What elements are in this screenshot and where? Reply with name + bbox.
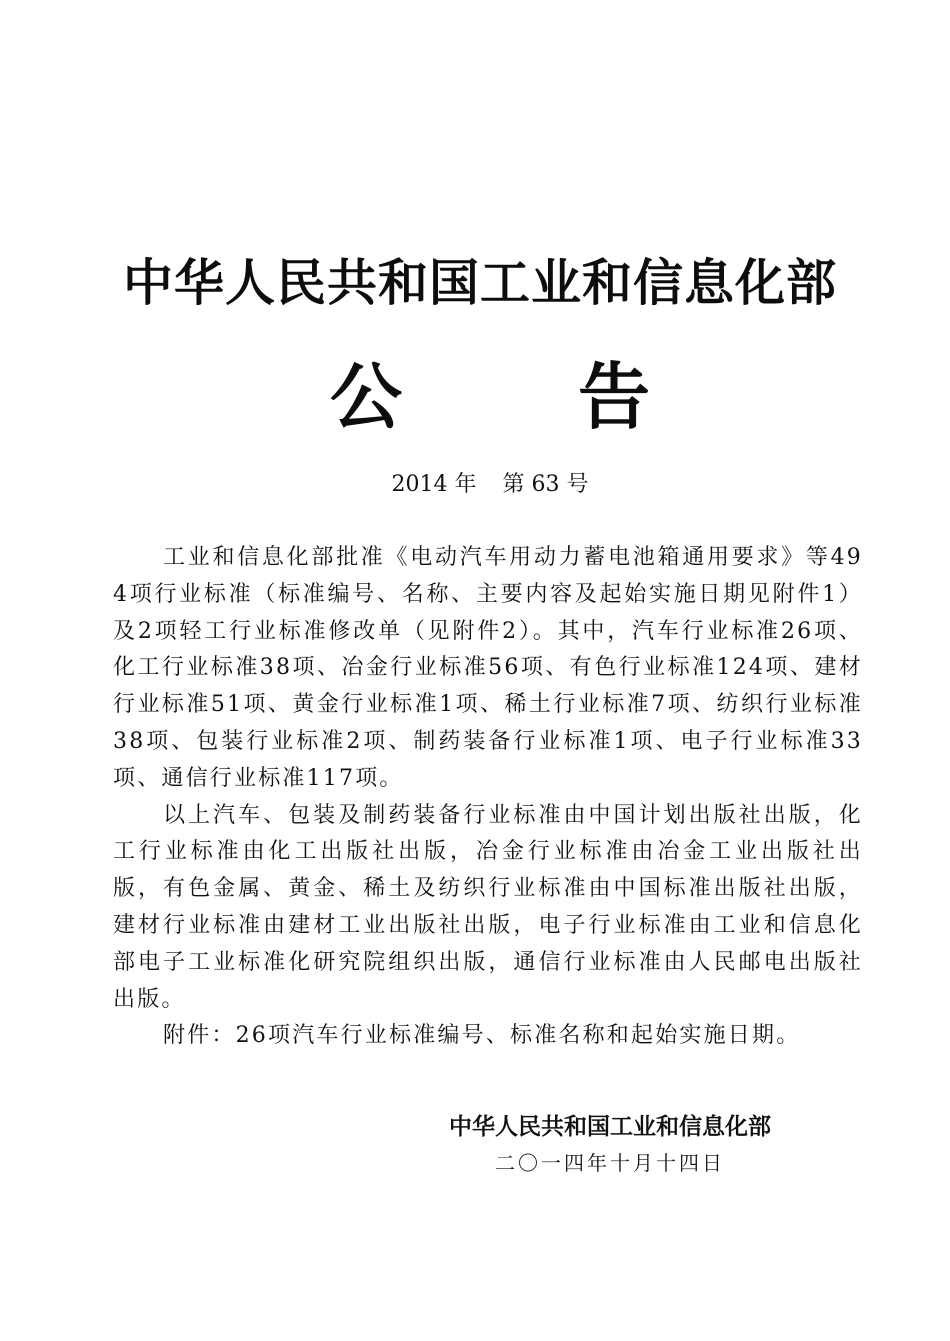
signature-block (410, 1110, 810, 1178)
issue-serial: 第 63 号 (502, 472, 589, 497)
body-paragraph-approval: 工业和信息化部批准《电动汽车用动力蓄电池箱通用要求》等494项行业标准（标准编号、名称、主要内容及起始实施日期见附件1）及2项轻工行业标准修改单（见附件2）。其中，汽车行业标准26项、化工行业标准38项、冶金行业标准56项、有色行业标准124项、建材行业标准51项、黄金行业标准1项、稀土行业标准7项、纺织行业标准38项、包装行业标准2项、制药装备行业标准1项、电子行业标准33项、通信行业标准117项。 (113, 545, 863, 791)
body-paragraph-attachment: 附件：26项汽车行业标准编号、标准名称和起始实施日期。 (163, 1023, 801, 1049)
announcement-body (113, 540, 863, 1055)
signature-organization: 中华人民共和国工业和信息化部 (449, 1114, 771, 1140)
issue-year: 2014 年 (391, 472, 477, 497)
document-type-heading (330, 352, 650, 442)
document-type-char-1: 公 (330, 355, 403, 439)
document-type-char-2: 告 (577, 355, 650, 439)
issue-number (330, 470, 650, 500)
body-paragraph-publishers: 以上汽车、包装及制药装备行业标准由中国计划出版社出版，化工行业标准由化工出版社出版，冶金行业标准由冶金工业出版社出版，有色金属、黄金、稀土及纺织行业标准由中国标准出版社出版，建材行业标准由建材工业出版社出版，电子行业标准由工业和信息化部电子工业标准化研究院组织出版，通信行业标准由人民邮电出版社出版。 (113, 802, 863, 1012)
signature-date: 二〇一四年十月十四日 (495, 1151, 725, 1175)
issuer-title: 中华人民共和国工业和信息化部 (123, 254, 837, 312)
